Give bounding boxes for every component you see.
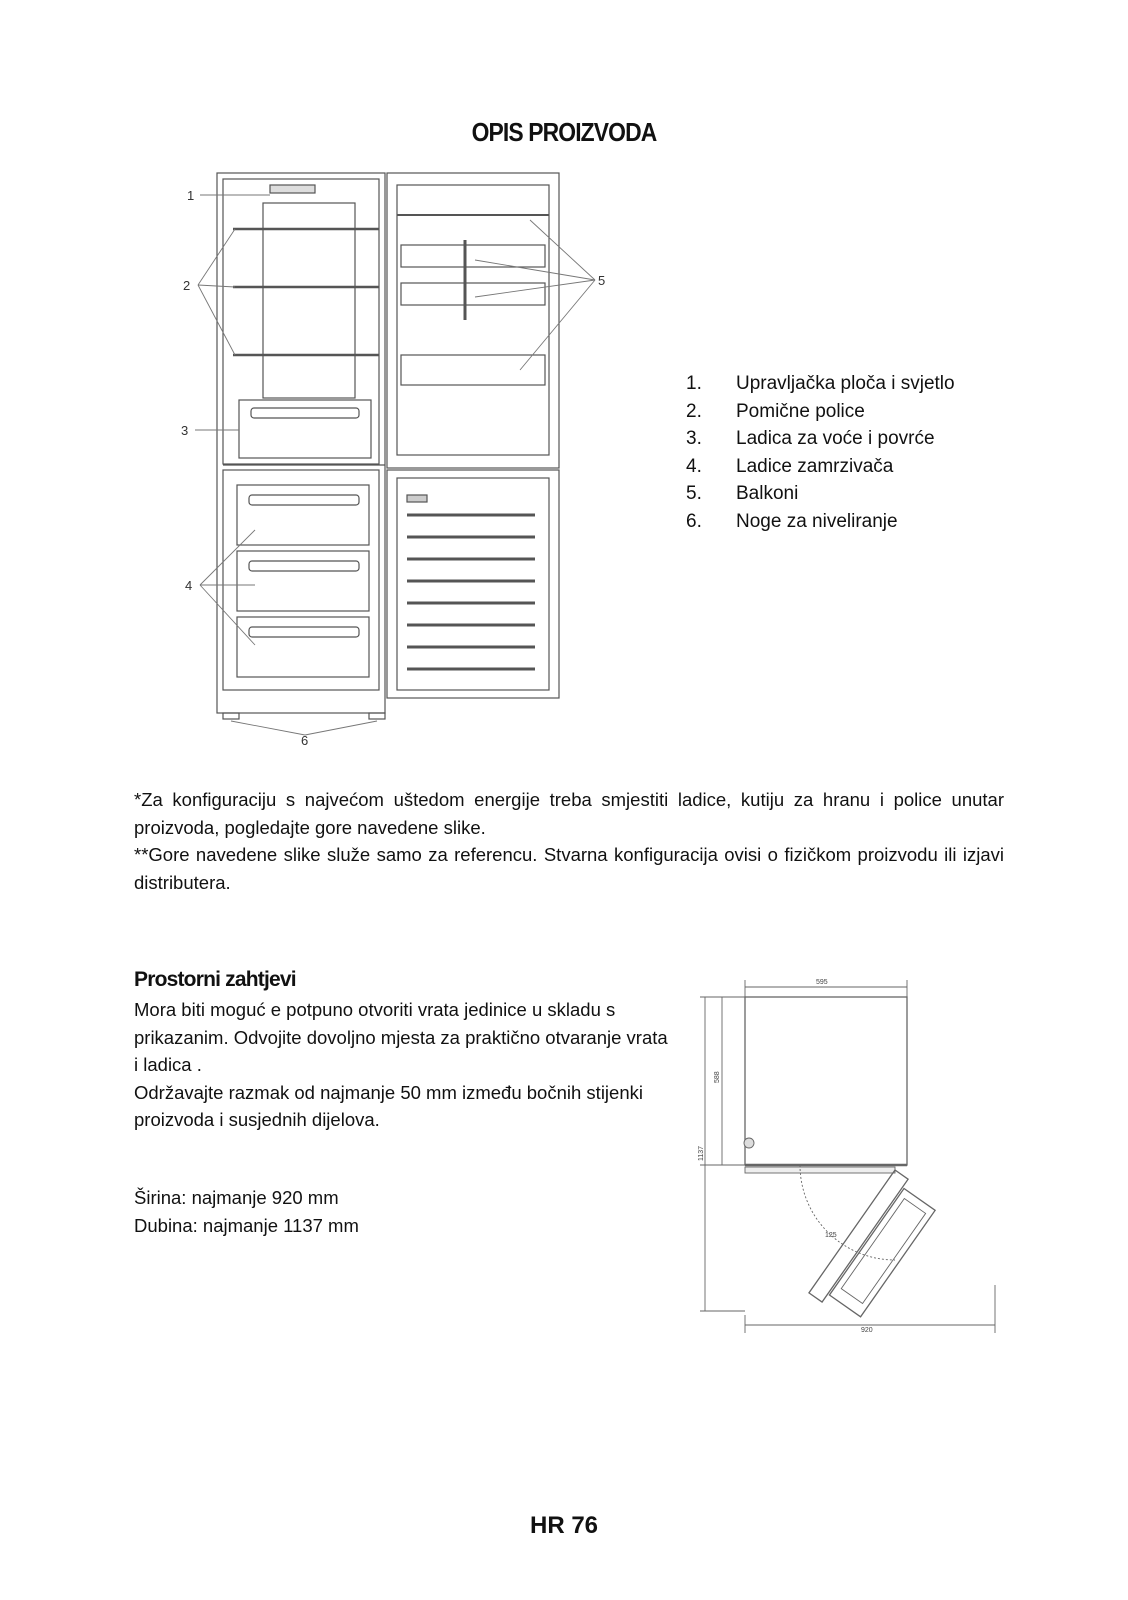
list-item: 2. Pomične police [686, 400, 865, 422]
freezer-door [387, 470, 559, 698]
label-4: 4 [185, 578, 193, 593]
leveling-foot [223, 713, 239, 719]
cabinet-plan [745, 997, 907, 1165]
open-door [809, 1170, 908, 1302]
door-balcony [401, 355, 545, 385]
dim-side-total: 1137 [698, 1145, 705, 1161]
paragraph-door: Mora biti moguć e potpuno otvoriti vrata jedinice u skladu s prikazanim. Odvojite dovoljno mjesta za praktično otvaranje vrata i ladica . [134, 999, 668, 1075]
plan-view-diagram [695, 975, 1010, 1340]
cabinet-outline [217, 173, 385, 713]
door-balcony [401, 283, 545, 305]
freezer-compartment [223, 470, 379, 690]
dim-bottom: 920 [861, 1327, 873, 1334]
notes [134, 786, 1004, 896]
freezer-drawer [237, 485, 369, 545]
page-title: OPIS PROIZVODA [471, 117, 657, 147]
min-width: Širina: najmanje 920 mm [134, 1187, 339, 1208]
label-3: 3 [181, 423, 189, 438]
crisper-handle [251, 408, 359, 418]
page-number: HR 76 [529, 1512, 599, 1539]
freezer-drawer [237, 617, 369, 677]
back-panel [263, 203, 355, 398]
note-reference: **Gore navedene slike služe samo za referencu. Stvarna konfiguracija ovisi o fizičkom proizvodu ili izjavi distributera. [134, 844, 1004, 893]
fridge-diagram [175, 165, 615, 750]
fridge-compartment [223, 179, 379, 464]
fridge-door [387, 173, 559, 468]
door-balcony [401, 245, 545, 267]
label-1: 1 [187, 188, 195, 203]
label-5: 5 [598, 273, 606, 288]
list-item: 3. Ladica za voće i povrće [686, 428, 935, 449]
dim-side-upper: 588 [714, 1071, 721, 1083]
list-item: 4. Ladice zamrzivača [686, 455, 894, 477]
dim-angle: 125 [825, 1232, 837, 1239]
crisper-drawer [239, 400, 371, 458]
freezer-drawer [237, 551, 369, 611]
control-panel [270, 185, 315, 193]
parts-list [686, 370, 955, 535]
min-depth: Dubina: najmanje 1137 mm [134, 1214, 359, 1236]
leveling-foot [369, 713, 385, 719]
label-6: 6 [301, 733, 309, 748]
dim-top: 595 [816, 979, 828, 986]
label-2: 2 [183, 278, 191, 293]
paragraph-spacing: Održavajte razmak od najmanje 50 mm između bočnih stijenki proizvoda i susjednih dijelova. [134, 1081, 643, 1130]
list-item: 5. Balkoni [686, 483, 799, 504]
section-text [134, 996, 674, 1134]
minimum-dimensions [134, 1184, 359, 1239]
list-item: 1. Upravljačka ploča i svjetlo [686, 373, 955, 394]
list-item: 6. Noge za niveliranje [686, 510, 898, 532]
section-heading: Prostorni zahtjevi [134, 968, 296, 991]
note-energy: *Za konfiguraciju s najvećom uštedom energije treba smjestiti ladice, kutiju za hranu i police unutar proizvoda, pogledajte gore navedene slike. [134, 789, 1004, 838]
